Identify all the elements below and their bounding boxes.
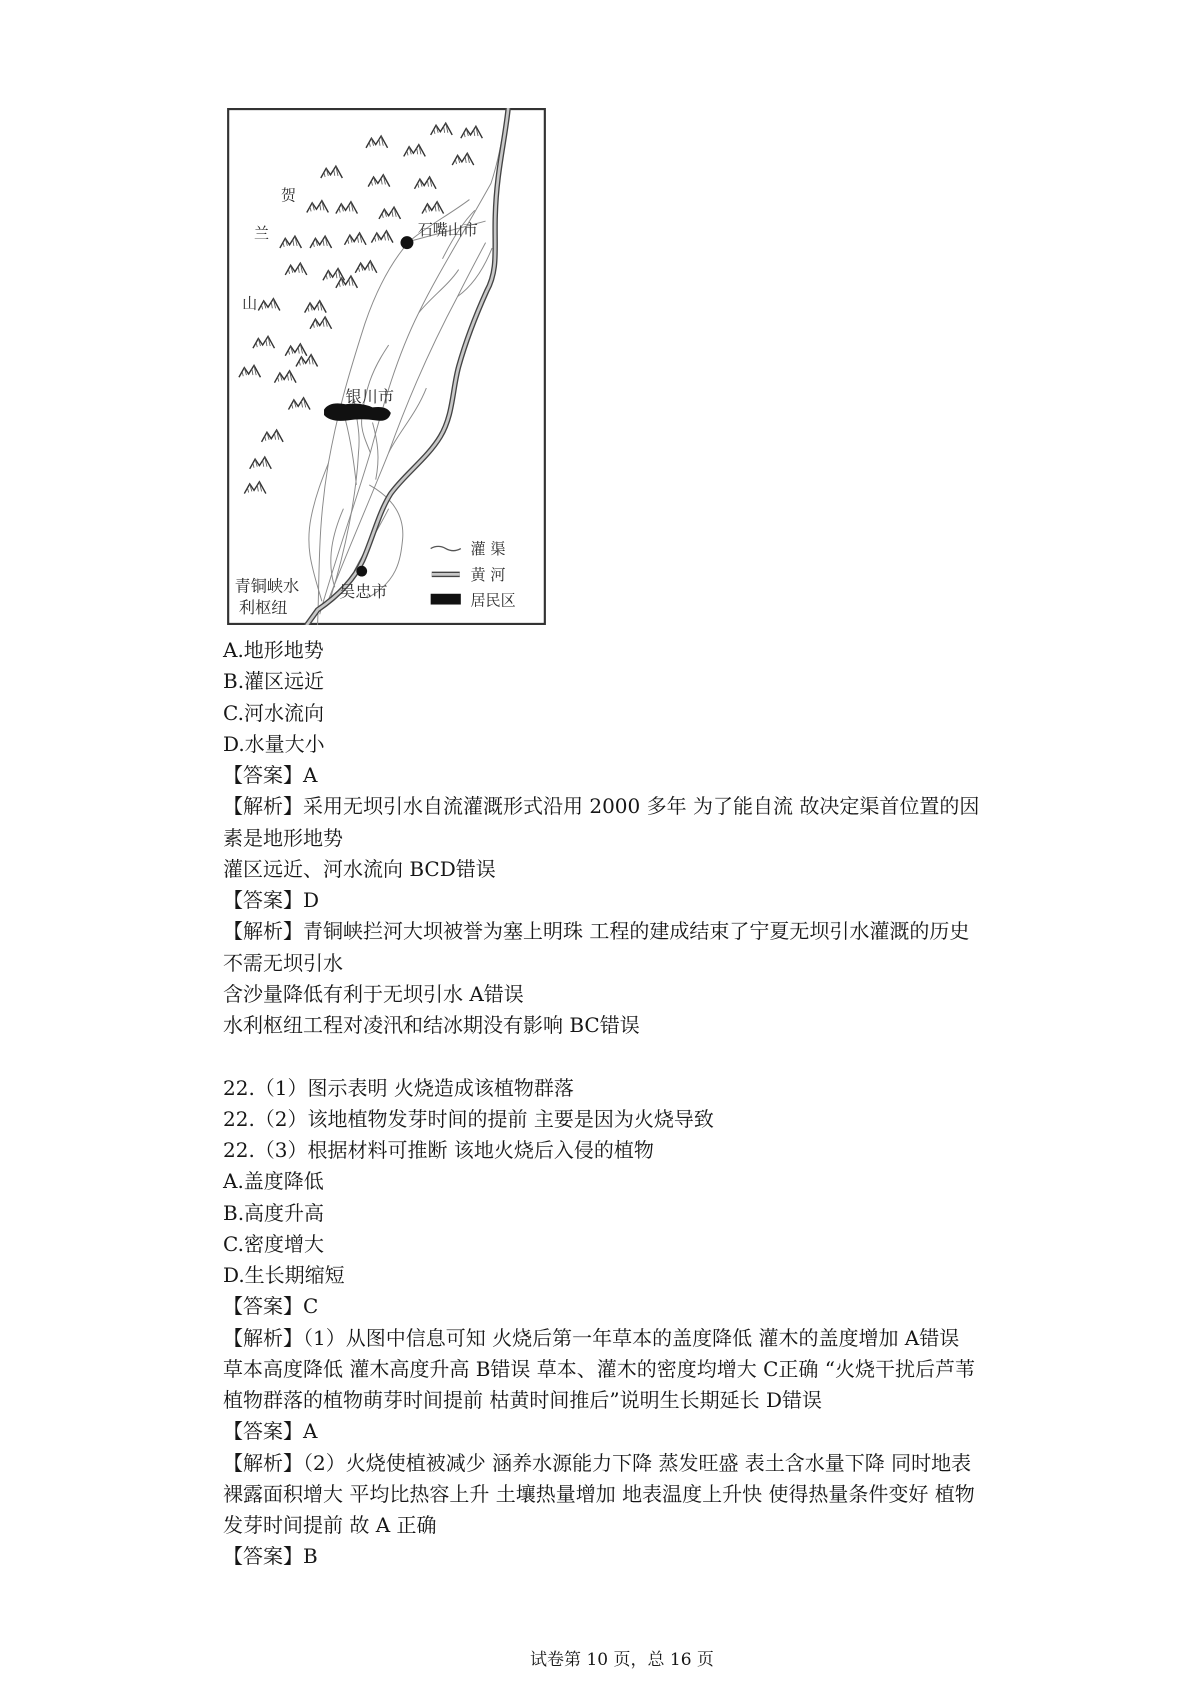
legend-settlement-symbol xyxy=(431,594,461,605)
option-d: D.生长期缩短 xyxy=(223,1263,345,1287)
analysis-line: 发芽时间提前 故 A 正确 xyxy=(223,1513,437,1537)
answer: 【答案】C xyxy=(223,1294,319,1319)
legend-canal-label: 灌 渠 xyxy=(470,539,506,558)
question-line: 22.（2）该地植物发芽时间的提前 主要是因为火烧导致 xyxy=(223,1106,714,1131)
analysis-line: 灌区远近、河水流向 BCD错误 xyxy=(223,856,496,881)
analysis-line: 【解析】青铜峡拦河大坝被誉为塞上明珠 工程的建成结束了宁夏无坝引水灌溉的历史 xyxy=(223,919,970,944)
settlement-shizuishan xyxy=(401,236,414,249)
option-b: B.灌区远近 xyxy=(223,669,325,694)
blank-line xyxy=(223,1041,979,1072)
map-label-he: 贺 xyxy=(280,186,297,205)
map-label-lan: 兰 xyxy=(254,224,270,243)
analysis-line: 素是地形地势 xyxy=(223,825,343,850)
legend-river-label: 黄 河 xyxy=(470,565,506,584)
map-label-dam-line1: 青铜峡水 xyxy=(234,576,300,596)
answer: 【答案】A xyxy=(223,1419,318,1444)
analysis-line: 【解析】采用无坝引水自流灌溉形式沿用 2000 多年 为了能自流 故决定渠首位置的因 xyxy=(223,794,980,819)
map-label-yinchuan: 银川市 xyxy=(345,387,395,407)
option-c: C.密度增大 xyxy=(223,1231,324,1256)
analysis-line: 【解析】（1）从图中信息可知 火烧后第一年草本的盖度降低 灌木的盖度增加 A错误 xyxy=(223,1325,960,1350)
option-a: A.盖度降低 xyxy=(223,1169,324,1194)
answer-analysis-text xyxy=(223,635,979,1573)
settlement-wuzhong xyxy=(356,566,367,577)
irrigation-map xyxy=(227,108,546,625)
question-line: 22.（1）图示表明 火烧造成该植物群落 xyxy=(223,1075,574,1100)
map-label-shizuishan: 石嘴山市 xyxy=(417,221,479,240)
analysis-line: 不需无坝引水 xyxy=(223,950,343,975)
option-b: B.高度升高 xyxy=(223,1200,325,1225)
analysis-line: 水利枢纽工程对凌汛和结冰期没有影响 BC错误 xyxy=(223,1013,640,1037)
analysis-line: 裸露面积增大 平均比热容上升 土壤热量增加 地表温度上升快 使得热量条件变好 植物 xyxy=(223,1481,975,1506)
analysis-line: 草本高度降低 灌木高度升高 B错误 草本、灌木的密度均增大 C正确 “火烧干扰后芦苇 xyxy=(223,1356,976,1381)
analysis-line: 植物群落的植物萌芽时间提前 枯黄时间推后”说明生长期延长 D错误 xyxy=(223,1388,822,1412)
analysis-line: 【解析】（2）火烧使植被减少 涵养水源能力下降 蒸发旺盛 表土含水量下降 同时地表 xyxy=(223,1450,972,1475)
page-footer: 试卷第 10 页，总 16 页 xyxy=(530,1650,714,1670)
legend-settlement-label: 居民区 xyxy=(470,591,516,610)
map-label-shan: 山 xyxy=(242,294,258,313)
map-label-dam-line2: 利枢纽 xyxy=(238,598,288,618)
answer: 【答案】A xyxy=(223,763,318,787)
map-label-wuzhong: 吴忠市 xyxy=(339,581,388,601)
answer: 【答案】D xyxy=(223,888,320,912)
option-c: C.河水流向 xyxy=(223,700,324,725)
option-a: A.地形地势 xyxy=(223,638,324,662)
answer: 【答案】B xyxy=(223,1544,318,1569)
question-line: 22.（3）根据材料可推断 该地火烧后入侵的植物 xyxy=(223,1138,654,1162)
analysis-line: 含沙量降低有利于无坝引水 A错误 xyxy=(223,981,524,1006)
option-d: D.水量大小 xyxy=(223,731,325,756)
